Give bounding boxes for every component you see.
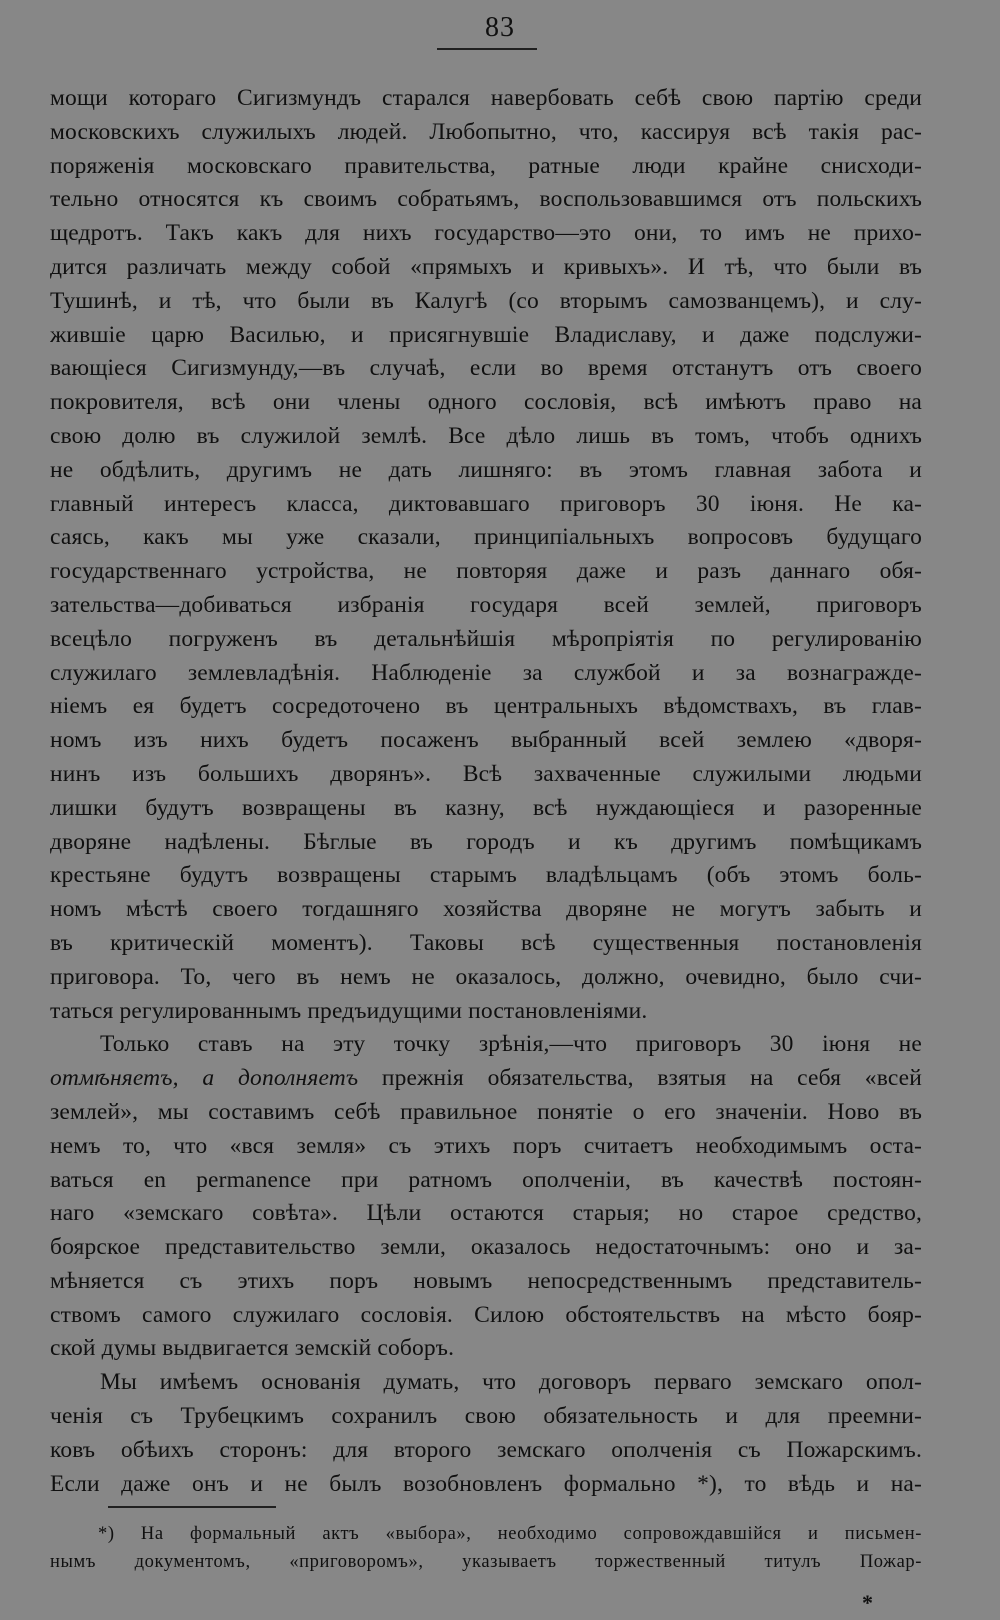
text-line: саясь, какъ мы уже сказали, принципіальныхъ вопросовъ будущаго bbox=[50, 524, 922, 551]
text-line: ствомъ самого служилаго сословія. Силою обстоятельствъ на мѣсто бояр- bbox=[50, 1301, 922, 1328]
text-line: наго «земскаго совѣта». Цѣли остаются старыя; но старое средство, bbox=[50, 1200, 922, 1227]
text-line: вающіеся Сигизмунду,—въ случаѣ, если во время отстанутъ отъ своего bbox=[50, 355, 922, 382]
text-line: зательства—добиваться избранія государя всей землей, приговоръ bbox=[50, 591, 922, 618]
body-text bbox=[50, 82, 922, 1501]
text-line: покровителя, всѣ они члены одного сословія, всѣ имѣютъ право на bbox=[50, 389, 922, 416]
text-line: таться регулированнымъ предъидущими постановленіями. bbox=[50, 997, 648, 1024]
text-line: поряженія московскаго правительства, ратные люди крайне снисходи- bbox=[50, 152, 922, 179]
text-line: жившіе царю Василью, и присягнувшіе Владиславу, и даже подслужи- bbox=[50, 321, 922, 348]
text-line: ваться en permanence при ратномъ ополченіи, въ качествѣ постоян- bbox=[50, 1166, 922, 1193]
text-line: Тушинѣ, и тѣ, что были въ Калугѣ (со вторымъ самозванцемъ), и слу- bbox=[50, 287, 922, 314]
text-line: главный интересъ класса, диктовавшаго приговоръ 30 іюня. Не ка- bbox=[50, 490, 922, 517]
text-line: Если даже онъ и не былъ возобновленъ формально *), то вѣдь и на- bbox=[50, 1470, 922, 1497]
text-line: служилаго землевладѣнія. Наблюденіе за службой и за вознагражде- bbox=[50, 659, 922, 686]
text-line: боярское представительство земли, оказалось недостаточнымъ: оно и за- bbox=[50, 1234, 922, 1261]
text-line: ской думы выдвигается земскій соборъ. bbox=[50, 1335, 455, 1362]
footnote-line: *) На формальный актъ «выбора», необходимо сопровождавшійся и письмен- bbox=[98, 1524, 922, 1544]
text-line: ковъ обѣихъ сторонъ: для второго земскаго ополченія съ Пожарскимъ. bbox=[50, 1436, 922, 1463]
footnote-line: нымъ документомъ, «приговоромъ», указываетъ торжественный титулъ Пожар- bbox=[50, 1552, 922, 1572]
footnote-rule bbox=[108, 1506, 276, 1508]
text-line: отмѣняетъ, а дополняетъ прежнія обязательства, взятыя на себя «всей bbox=[50, 1065, 922, 1092]
text-line: приговора. То, чего въ немъ не оказалось, должно, очевидно, было счи- bbox=[50, 963, 922, 990]
text-line: номъ мѣстѣ своего тогдашняго хозяйства дворяне не могутъ забыть и bbox=[50, 896, 922, 923]
text-line: московскихъ служилыхъ людей. Любопытно, что, кассируя всѣ такія рас- bbox=[50, 118, 922, 145]
text-line: мощи котораго Сигизмундъ старался навербовать себѣ свою партію среди bbox=[50, 85, 922, 111]
text-line: ченія съ Трубецкимъ сохранилъ свою обязательность и для преемни- bbox=[50, 1403, 922, 1430]
text-line: мѣняется съ этихъ поръ новымъ непосредственнымъ представитель- bbox=[50, 1267, 922, 1294]
text-line: въ критическій моментъ). Таковы всѣ существенныя постановленія bbox=[50, 929, 922, 956]
text-line: Мы имѣемъ основанія думать, что договоръ перваго земскаго опол- bbox=[100, 1369, 922, 1396]
text-line: свою долю въ служилой землѣ. Все дѣло лишь въ томъ, чтобъ однихъ bbox=[50, 422, 922, 449]
signature-mark: * bbox=[862, 1590, 873, 1615]
text-line: государственнаго устройства, не повторяя даже и разъ даннаго обя- bbox=[50, 558, 922, 585]
text-line: дится различать между собой «прямыхъ и кривыхъ». И тѣ, что были въ bbox=[50, 253, 922, 280]
text-line: дворяне надѣлены. Бѣглые въ городъ и къ другимъ помѣщикамъ bbox=[50, 828, 922, 855]
text-line: крестьяне будутъ возвращены старымъ владѣльцамъ (объ этомъ боль- bbox=[50, 862, 922, 889]
text-line: всецѣло погруженъ въ детальнѣйшія мѣропріятія по регулированію bbox=[50, 625, 922, 652]
text-line: не обдѣлить, другимъ не дать лишняго: въ этомъ главная забота и bbox=[50, 456, 922, 483]
text-line: тельно относятся къ своимъ собратьямъ, воспользовавшимся отъ польскихъ bbox=[50, 186, 922, 213]
text-line: щедротъ. Такъ какъ для нихъ государство—это они, то имъ не прихо- bbox=[50, 220, 922, 247]
text-line: лишки будутъ возвращены въ казну, всѣ нуждающіеся и разоренные bbox=[50, 794, 922, 821]
text-line: Только ставъ на эту точку зрѣнія,—что приговоръ 30 іюня не bbox=[100, 1031, 922, 1058]
page-number: 83 bbox=[485, 12, 515, 43]
text-line: нинъ изъ большихъ дворянъ». Всѣ захваченные служилыми людьми bbox=[50, 760, 922, 787]
footnote bbox=[50, 1520, 922, 1576]
text-line: ніемъ ея будетъ сосредоточено въ центральныхъ вѣдомствахъ, въ глав- bbox=[50, 693, 922, 720]
text-line: землей», мы составимъ себѣ правильное понятіе о его значеніи. Ново въ bbox=[50, 1098, 922, 1125]
text-line: немъ то, что «вся земля» съ этихъ поръ считаетъ необходимымъ оста- bbox=[50, 1132, 922, 1159]
text-line: номъ изъ нихъ будетъ посаженъ выбранный всей землею «дворя- bbox=[50, 727, 922, 754]
header-rule bbox=[437, 48, 537, 50]
